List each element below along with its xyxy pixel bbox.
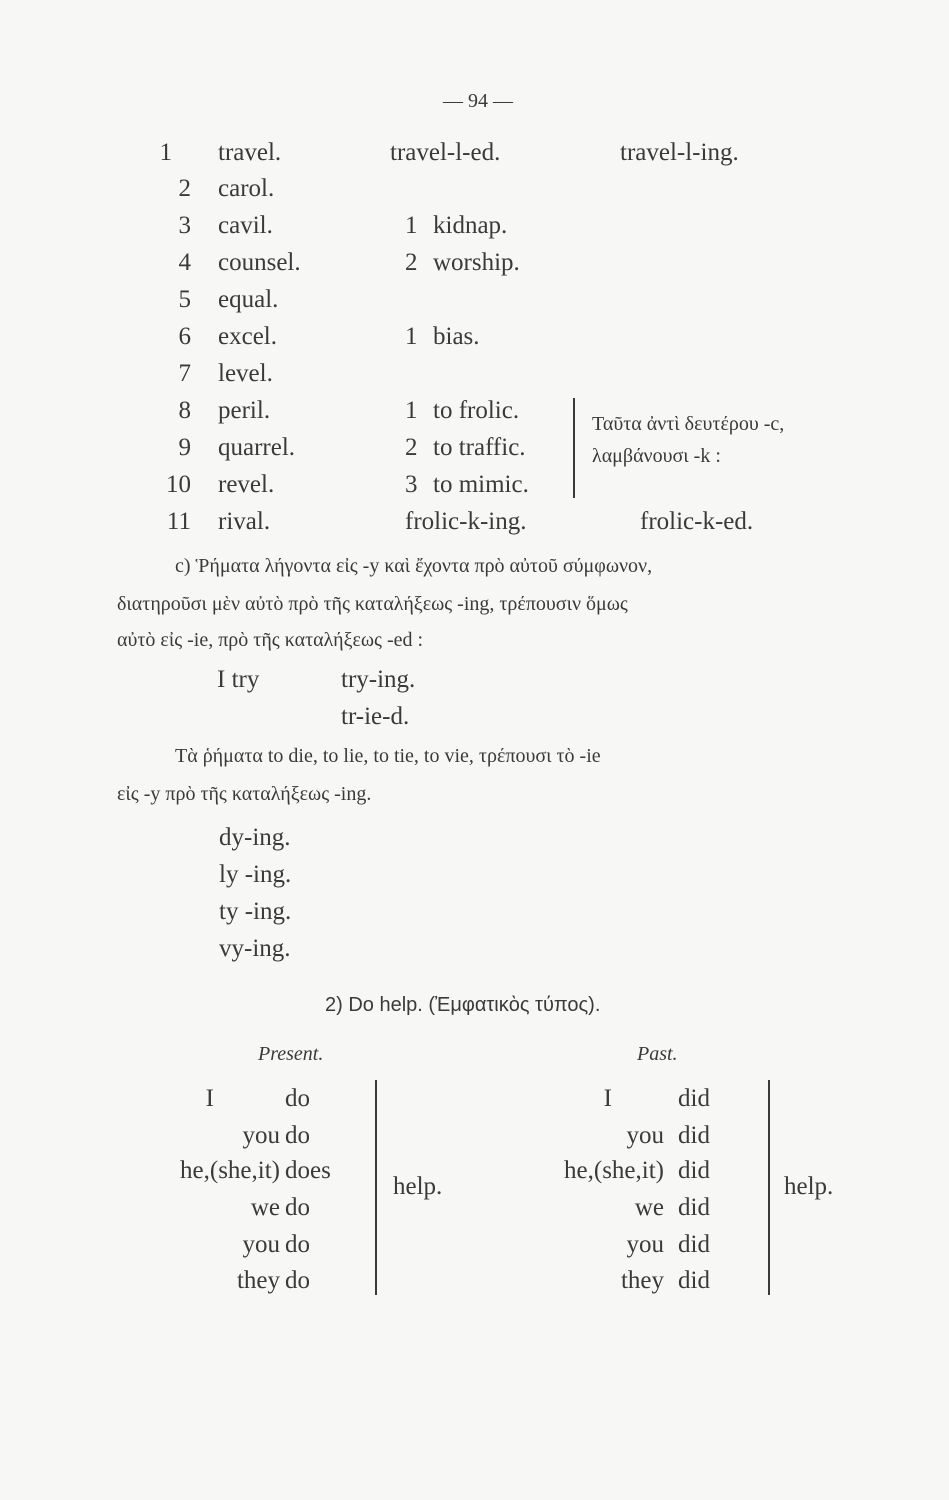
row-number: 6	[178, 323, 191, 350]
paragraph-line: εἰς -y πρὸ τῆς καταλήξεως -ing.	[117, 783, 372, 805]
row-word: level.	[218, 360, 273, 387]
paragraph-line: c) Ῥήματα λήγοντα εἰς -y καὶ ἔχοντα πρὸ αὐτοῦ σύμφωνον,	[175, 555, 653, 577]
verb: did	[678, 1231, 710, 1258]
travel-past-form: travel-l-ed.	[390, 139, 501, 166]
row-word: travel.	[218, 139, 282, 166]
list-number: 3	[405, 471, 418, 498]
list-number: 1	[405, 323, 418, 350]
present-heading: Present.	[258, 1043, 324, 1065]
row-number: 2	[178, 175, 191, 202]
frolic-ing-form: frolic-k-ing.	[405, 508, 527, 535]
list-word: to frolic.	[433, 397, 520, 424]
paragraph-line: διατηροῦσι μὲν αὐτὸ πρὸ τῆς καταλήξεως -ing, τρέπουσιν ὅμως	[117, 593, 628, 615]
list-word: kidnap.	[433, 212, 508, 239]
verb: did	[678, 1157, 710, 1184]
past-heading: Past.	[637, 1043, 678, 1065]
list-number: 2	[405, 249, 418, 276]
list-word: to traffic.	[433, 434, 526, 461]
pronoun: you	[242, 1122, 280, 1149]
present-help: help.	[393, 1173, 443, 1200]
row-number: 10	[166, 471, 191, 498]
list-word: to mimic.	[433, 471, 529, 498]
past-help: help.	[784, 1173, 834, 1200]
row-number: 3	[178, 212, 191, 239]
frolic-note: Ταῦτα ἀντὶ δευτέρου -c,	[592, 413, 785, 435]
pronoun: you	[242, 1231, 280, 1258]
frolic-bracket	[573, 398, 575, 498]
verb: do	[285, 1231, 310, 1258]
pronoun: they	[620, 1267, 664, 1294]
row-number: 1	[159, 139, 172, 166]
row-number: 11	[166, 508, 191, 535]
example-ed: tr-ie-d.	[341, 703, 410, 730]
present-bracket	[375, 1080, 377, 1295]
row-word: revel.	[218, 471, 275, 498]
row-number: 8	[178, 397, 191, 424]
travel-ing-form: travel-l-ing.	[620, 139, 739, 166]
verb: do	[285, 1194, 310, 1221]
frolic-note: λαμβάνουσι -k :	[592, 445, 721, 467]
row-word: equal.	[218, 286, 279, 313]
list-number: 2	[405, 434, 418, 461]
list-number: 1	[405, 212, 418, 239]
row-word: quarrel.	[218, 434, 296, 461]
list-number: 1	[405, 397, 418, 424]
row-word: excel.	[218, 323, 277, 350]
ing-form: ly -ing.	[219, 861, 292, 888]
section-heading: 2) Do help. (Ἐμφατικὸς τύπος).	[325, 994, 601, 1016]
pronoun: I	[205, 1085, 214, 1112]
verb: do	[285, 1085, 310, 1112]
verb: do	[285, 1122, 310, 1149]
row-number: 5	[178, 286, 191, 313]
pronoun: I	[603, 1085, 612, 1112]
pronoun: he,(she,it)	[564, 1157, 664, 1184]
row-word: peril.	[218, 397, 271, 424]
page-number: — 94 —	[443, 90, 513, 112]
verb: do	[285, 1267, 310, 1294]
paragraph-line: Τὰ ῥήματα to die, to lie, to tie, to vie, τρέπουσι τὸ -ie	[175, 745, 601, 767]
example-ing: try-ing.	[341, 666, 416, 693]
row-number: 7	[178, 360, 191, 387]
row-word: rival.	[218, 508, 271, 535]
verb: did	[678, 1085, 710, 1112]
paragraph-line: αὐτὸ εἰς -ie, πρὸ τῆς καταλήξεως -ed :	[117, 629, 424, 651]
frolic-ed-form: frolic-k-ed.	[640, 508, 754, 535]
ing-form: vy-ing.	[219, 935, 291, 962]
pronoun: we	[634, 1194, 664, 1221]
verb: does	[285, 1157, 331, 1184]
list-word: bias.	[433, 323, 480, 350]
ing-form: ty -ing.	[219, 898, 292, 925]
row-number: 4	[178, 249, 191, 276]
pronoun: they	[236, 1267, 280, 1294]
ing-form: dy-ing.	[219, 824, 291, 851]
row-word: carol.	[218, 175, 275, 202]
past-bracket	[768, 1080, 770, 1295]
pronoun: he,(she,it)	[180, 1157, 280, 1184]
row-number: 9	[178, 434, 191, 461]
verb: did	[678, 1267, 710, 1294]
verb: did	[678, 1194, 710, 1221]
pronoun: you	[626, 1231, 664, 1258]
pronoun: you	[626, 1122, 664, 1149]
row-word: cavil.	[218, 212, 273, 239]
list-word: worship.	[433, 249, 520, 276]
pronoun: we	[250, 1194, 280, 1221]
verb: did	[678, 1122, 710, 1149]
example-base: I try	[217, 666, 260, 693]
row-word: counsel.	[218, 249, 301, 276]
